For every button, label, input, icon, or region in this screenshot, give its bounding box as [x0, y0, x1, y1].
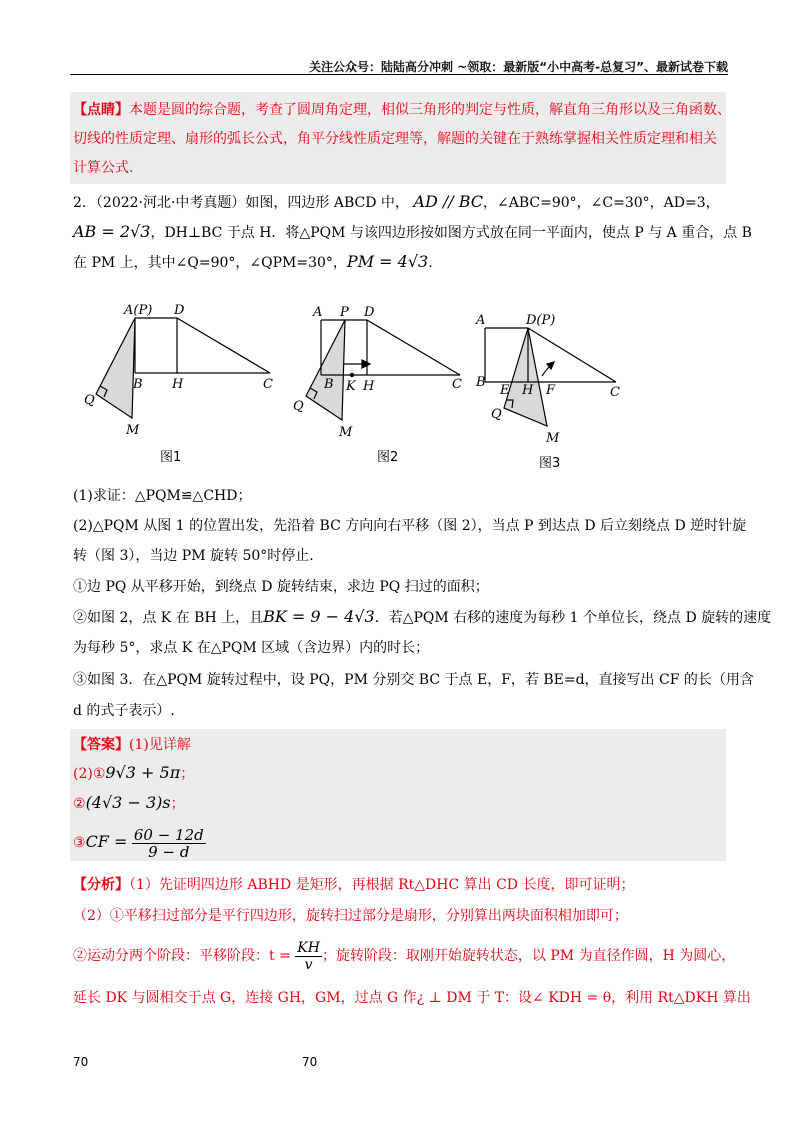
analysis-line-1	[73, 875, 730, 895]
analysis-fraction-denominator: v	[304, 956, 313, 973]
analysis-line-4: 延长 DK 与圆相交于点 G，连接 GH，GM，过点 G 作¿ ⊥ DM 于 T：设∠ KDH = θ，利用 Rt△DKH 算出	[73, 990, 751, 1006]
analysis-fraction-numerator: KH	[297, 939, 320, 956]
answer-line-1	[73, 735, 730, 755]
answer-4-prefix: ③	[73, 835, 86, 851]
fig3-label-a: A	[476, 313, 486, 328]
figure-3-caption: 图3	[539, 456, 561, 471]
fig3-rotation-arrow	[542, 366, 550, 376]
question-2-2-line-a	[73, 607, 772, 628]
analysis-tag: 【分析】	[73, 877, 129, 893]
analysis-fraction-kh-v	[295, 940, 322, 973]
fig1-label-q: Q	[84, 393, 95, 408]
comment-line-3: 计算公式.	[73, 160, 134, 176]
problem-line-1	[73, 192, 730, 213]
fig2-triangle-pqm	[306, 320, 345, 420]
problem-math-pm: PM = 4√3	[346, 252, 429, 271]
figure-1	[84, 303, 273, 438]
comment-text-1: 本题是圆的综合题，考查了圆周角定理，相似三角形的判定与性质，解直角三角形以及三角函数、	[129, 102, 731, 118]
figures-diagram	[80, 300, 640, 450]
answer-tag: 【答案】	[73, 737, 129, 753]
fig2-arrow-head	[362, 360, 370, 368]
question-2-2-text-a: ②如图 2，点 K 在 BH 上，且	[73, 610, 264, 626]
fig1-segment-dc	[177, 318, 270, 373]
fig3-label-m: M	[546, 431, 560, 446]
figure-2-caption: 图2	[377, 450, 399, 465]
fig3-triangle-pqm	[504, 328, 547, 426]
comment-line-1	[73, 100, 730, 120]
question-2-2-text-c: ．若△PQM 右移的速度为每秒 1 个单位长，绕点 D 旋转的速度	[374, 610, 772, 626]
fig2-label-a: A	[313, 305, 323, 320]
question-2-line-a: (2)△PQM 从图 1 的位置出发，先沿着 BC 方向向右平移（图 2），当点 P 到达点 D 后立刻绕点 D 逆时针旋	[73, 518, 747, 534]
fig1-triangle-pqm	[96, 318, 135, 418]
fig3-label-c: C	[610, 385, 620, 400]
answer-2-suffix: ；	[180, 766, 195, 782]
answer-2-prefix: (2)①	[73, 766, 106, 782]
answer-line-4	[73, 824, 730, 861]
problem-math-ad-parallel-bc: AD // BC	[413, 192, 484, 211]
analysis-text-1: （1）先证明四边形 ABHD 是矩形，再根据 Rt△DHC 算出 CD 长度，即可证明；	[129, 877, 635, 893]
analysis-line-3	[73, 938, 736, 974]
fig2-label-k: K	[346, 379, 356, 394]
analysis-line-2: （2）①平移扫过部分是平行四边形，旋转扫过部分是扇形，分别算出两块面积相加即可；	[73, 908, 628, 924]
fig3-segment-dc	[528, 328, 616, 382]
question-2-1: ①边 PQ 从平移开始，到绕点 D 旋转结束，求边 PQ 扫过的面积；	[73, 579, 489, 595]
answer-line-3	[73, 793, 730, 814]
problem-text-1a: 2．（2022·河北·中考真题）如图，四边形 ABCD 中，	[73, 195, 409, 211]
problem-text-3a: 在 PM 上，其中∠Q=90°，∠QPM=30°，	[73, 255, 347, 271]
fig1-label-b: B	[133, 377, 143, 392]
fig3-label-e: E	[500, 383, 510, 398]
fig2-label-b: B	[324, 377, 334, 392]
answer-4-numerator: 60 − 12d	[133, 825, 204, 844]
answer-4-lhs: CF =	[85, 832, 128, 851]
problem-text-2b: ，DH⊥BC 于点 H．将△PQM 与该四边形按如图方式放在同一平面内，使点 P 与 A 重合，点 B	[150, 225, 752, 241]
answer-4-fraction	[132, 827, 206, 860]
fig2-label-m: M	[339, 425, 353, 440]
fig2-point-k	[350, 373, 353, 376]
fig3-label-f: F	[546, 383, 556, 398]
analysis-text-3b: ；旋转阶段：取刚开始旋转状态，以 PM 为直径作圆，H 为圆心，	[321, 948, 736, 964]
fig2-label-p: P	[340, 305, 349, 320]
answer-3-suffix: ；	[170, 796, 185, 812]
answer-3-prefix: ②	[73, 796, 86, 812]
problem-math-ab: AB = 2√3	[73, 222, 151, 241]
page-header: 关注公众号：陆陆高分冲刺 ~领取：最新版“小中高考-总复习”、最新试卷下载	[309, 60, 728, 74]
answer-1: (1)见详解	[129, 737, 191, 753]
fig3-label-b: B	[476, 375, 486, 390]
figure-1-caption: 图1	[160, 450, 182, 465]
problem-text-1c: ，∠ABC=90°，∠C=30°，AD=3，	[483, 195, 720, 211]
question-2-3-line-b: d 的式子表示）.	[73, 703, 175, 719]
fig1-label-h: H	[172, 377, 184, 392]
fig1-label-a: A(P)	[124, 303, 153, 318]
fig2-segment-dc	[367, 320, 460, 375]
question-2-line-b: 转（图 3），当边 PM 旋转 50°时停止.	[73, 548, 314, 564]
question-2-2-line-b: 为每秒 5°，求点 K 在△PQM 区域（含边界）内的时长；	[73, 640, 430, 656]
answer-line-2	[73, 763, 730, 784]
fig3-label-h: H	[522, 383, 534, 398]
analysis-text-3a: ②运动分两个阶段：平移阶段：t =	[73, 948, 291, 964]
fig1-label-m: M	[126, 423, 140, 438]
fig3-label-d: D(P)	[526, 313, 556, 328]
fig1-label-c: C	[263, 377, 273, 392]
fig2-label-d: D	[364, 305, 375, 320]
page-number-left: 70	[73, 1055, 89, 1069]
problem-text-3c: .	[428, 255, 433, 271]
header-divider	[70, 74, 728, 75]
question-1: (1)求证：△PQM≌△CHD；	[73, 488, 252, 504]
fig2-label-q: Q	[293, 399, 304, 414]
question-2-3-line-a: ③如图 3．在△PQM 旋转过程中，设 PQ，PM 分别交 BC 于点 E，F，若 BE=d，直接写出 CF 的长（用含	[73, 672, 754, 688]
answer-4-denominator: 9 − d	[148, 842, 190, 861]
answer-3-value: (4√3 − 3)s	[85, 793, 171, 812]
problem-line-3	[73, 252, 730, 273]
answer-2-value: 9√3 + 5π	[105, 763, 181, 782]
fig2-label-h: H	[363, 379, 375, 394]
figure-2	[293, 305, 462, 440]
comment-line-2: 切线的性质定理、扇形的弧长公式，角平分线性质定理等，解题的关键在于熟练掌握相关性质定理和相关	[73, 131, 717, 147]
comment-tag: 【点睛】	[73, 102, 129, 118]
problem-line-2	[73, 222, 752, 243]
fig2-label-c: C	[452, 377, 462, 392]
fig3-label-q: Q	[491, 407, 502, 422]
figure-3	[475, 313, 620, 446]
fig1-label-d: D	[174, 303, 185, 318]
question-2-2-math-bk: BK = 9 − 4√3	[263, 607, 375, 626]
page-number-center: 70	[302, 1055, 318, 1069]
